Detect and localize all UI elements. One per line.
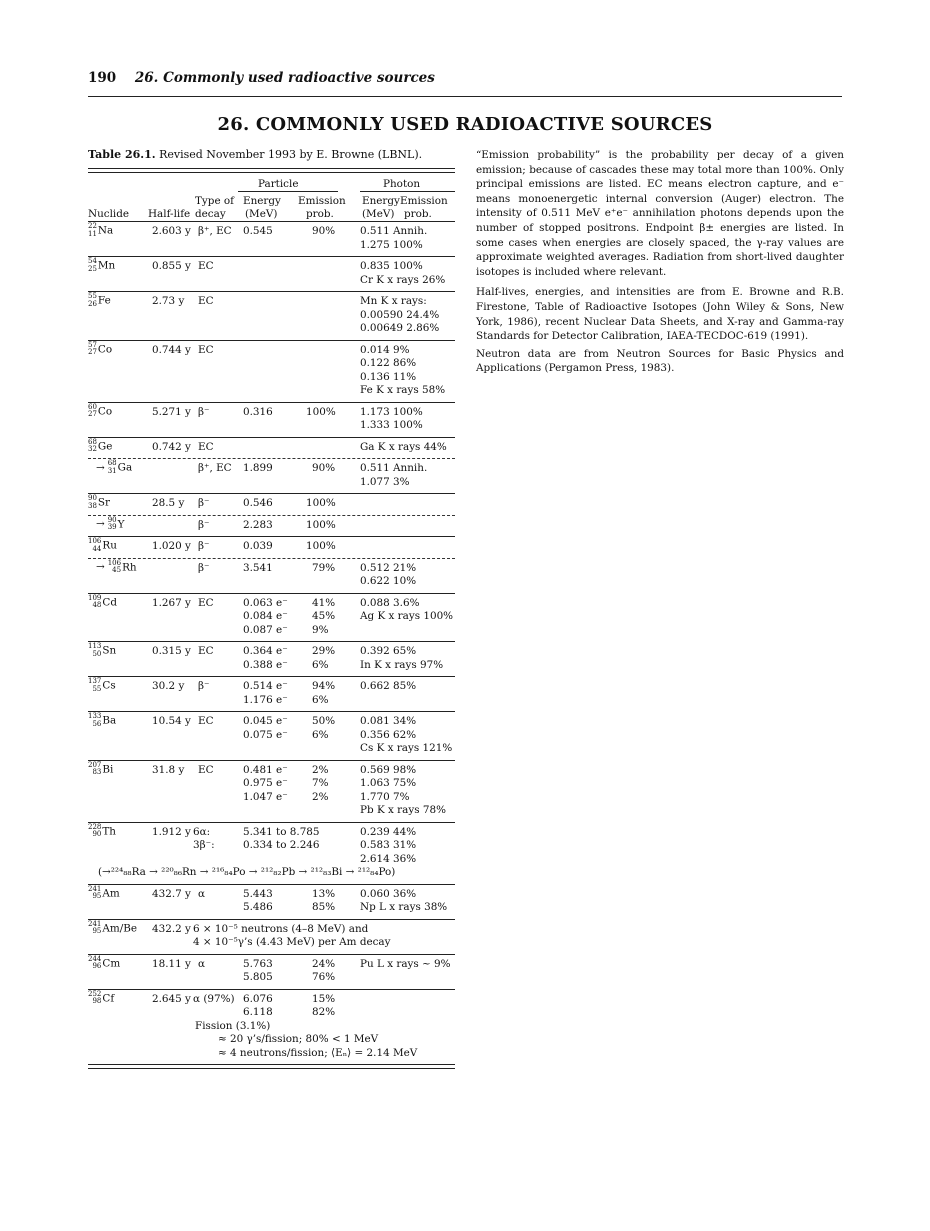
half-life: 0.742 y [152, 440, 191, 453]
photon-line: 0.00590 24.4% [360, 308, 440, 321]
particle-prob: 90% [312, 225, 336, 237]
particle-prob: 79% [312, 561, 336, 574]
table-rule [88, 919, 455, 920]
nuclide-symbol: 113 50 Sn [88, 642, 117, 658]
particle-prob: 82% [312, 1006, 336, 1018]
decay-type: EC [198, 260, 214, 272]
particle-energy: 0.087 e⁻ [243, 623, 288, 636]
particle-energy: 0.084 e⁻ [243, 610, 288, 622]
half-life: 0.315 y [152, 645, 191, 657]
decay-type: EC [198, 295, 214, 307]
photon-line: Pu L x rays ~ 9% [360, 957, 451, 970]
photon-line: Np L x rays 38% [360, 901, 448, 913]
col-header-emission: Emission [400, 195, 448, 207]
photon-line: 0.088 3.6% [360, 596, 420, 609]
half-life: 18.11 y [152, 957, 191, 970]
half-life: 1.912 y [152, 825, 191, 838]
particle-prob: 100% [306, 540, 336, 552]
nuclide-symbol: 106 44 Ru [88, 537, 117, 553]
table-rule [88, 256, 455, 257]
particle-energy: 0.063 e⁻ [243, 596, 288, 609]
table-rule [88, 641, 455, 642]
running-header [88, 70, 435, 86]
particle-energy: 2.283 [243, 518, 273, 531]
photon-line: Ga K x rays 44% [360, 440, 447, 453]
table-rule [88, 402, 455, 403]
half-life: 30.2 y [152, 680, 185, 692]
photon-line: 0.00649 2.86% [360, 322, 440, 334]
particle-prob: 94% [312, 680, 336, 692]
fission-note: ≈ 20 γ’s/fission; 80% < 1 MeV [218, 1033, 379, 1045]
decay-type: EC [198, 645, 214, 657]
nuclide-symbol: 22 11 Na [88, 222, 114, 238]
fission-note: ≈ 4 neutrons/fission; ⟨Eₙ⟩ = 2.14 MeV [218, 1046, 418, 1059]
photon-line: 0.583 31% [360, 839, 417, 851]
photon-line: 1.077 3% [360, 475, 410, 488]
table-rule [88, 515, 455, 516]
particle-prob: 6% [312, 658, 329, 671]
notes-column [476, 148, 844, 384]
photon-line: 0.356 62% [360, 728, 417, 741]
nuclide-symbol: 137 55 Cs [88, 677, 116, 693]
half-life: 1.020 y [152, 540, 191, 552]
particle-energy: 0.545 [243, 225, 273, 237]
decay-chain: (→²²⁴₈₈Ra → ²²⁰₈₆Rn → ²¹⁶₈₄Po → ²¹²₈₂Pb → ²¹²₈₃Bi → ²¹²₈₄Po) [98, 866, 396, 878]
nuclide-symbol: 207 83 Bi [88, 760, 114, 776]
decay-type: β⁺, EC [198, 462, 232, 474]
col-header-energy: Energy [243, 195, 281, 207]
nuclide-symbol: 57 27 Co [88, 340, 113, 356]
caption-label: Table 26.1. [88, 148, 156, 161]
particle-prob: 45% [312, 610, 336, 622]
neutron-note: 6 × 10⁻⁵ neutrons (4–8 MeV) and [193, 922, 369, 935]
note-paragraph: Neutron data are from Neutron Sources for Basic Physics and Applications (Pergamon Press, 1983). [476, 347, 844, 375]
photon-line: 0.511 Annih. [360, 225, 428, 237]
particle-prob: 7% [312, 777, 329, 789]
fission-note: Fission (3.1%) [195, 1019, 271, 1032]
particle-prob: 24% [312, 957, 336, 970]
photon-line: 0.136 11% [360, 370, 417, 383]
particle-prob: 90% [312, 462, 336, 474]
particle-energy: 0.075 e⁻ [243, 728, 288, 741]
note-paragraph: “Emission probability” is the probability per decay of a given emission; because of cascades these may total more than 100%. Only principal emissions are listed. EC means electron capture, and e⁻ means monoenergetic internal conversion (Auger) electron. The intensity of 0.511 MeV e⁺e⁻ annihilation photons depends upon the number of stopped positrons. Endpoint β± energies are listed. In some cases when energies are closely spaced, the γ-ray values are approximate weighted averages. Radiation from short-lived daughter isotopes is included where relevant. [476, 149, 844, 278]
table-rule [88, 676, 455, 677]
particle-prob: 29% [312, 645, 336, 657]
nuclide-symbol: 109 48 Cd [88, 593, 117, 609]
particle-energy: 0.514 e⁻ [243, 680, 288, 692]
table-rule [88, 760, 455, 761]
table-rule [88, 593, 455, 594]
photon-line: 1.063 75% [360, 777, 417, 789]
particle-energy: 6.118 [243, 1006, 273, 1018]
table-rule [88, 989, 455, 990]
col-header-halflife: Half-life [148, 208, 191, 220]
half-life: 0.744 y [152, 343, 191, 356]
decay-type: β⁺, EC [198, 225, 232, 237]
particle-energy: 0.546 [243, 497, 273, 509]
particle-energy: 0.334 to 2.246 [243, 839, 320, 851]
col-header-energy: (MeV) [362, 208, 395, 220]
half-life: 2.73 y [152, 295, 185, 307]
particle-energy: 5.805 [243, 971, 273, 983]
particle-prob: 13% [312, 887, 336, 900]
table-rule [88, 493, 455, 494]
nuclide-symbol: 55 26 Fe [88, 292, 111, 308]
photon-line: 0.569 98% [360, 763, 417, 776]
particle-energy: 1.176 e⁻ [243, 693, 288, 706]
photon-line: 2.614 36% [360, 852, 417, 865]
photon-line: 1.173 100% [360, 405, 423, 418]
table-rule [238, 191, 338, 192]
particle-energy: 0.364 e⁻ [243, 645, 288, 657]
decay-type: β⁻ [198, 680, 210, 692]
particle-energy: 0.316 [243, 405, 273, 418]
col-header-emission: Emission [298, 195, 346, 207]
particle-prob: 6% [312, 728, 329, 741]
particle-prob: 100% [306, 518, 336, 531]
col-header-type: decay [195, 208, 226, 220]
decay-type: 3β⁻: [193, 839, 215, 851]
particle-energy: 5.443 [243, 887, 273, 900]
nuclide-symbol: 228 90 Th [88, 822, 116, 838]
photon-line: 1.333 100% [360, 419, 423, 431]
particle-energy: 0.481 e⁻ [243, 763, 288, 776]
decay-type: EC [198, 715, 214, 727]
photon-line: 0.060 36% [360, 887, 417, 900]
photon-line: Cs K x rays 121% [360, 742, 453, 754]
photon-line: 0.662 85% [360, 680, 417, 692]
page-number: 190 [88, 70, 117, 86]
col-header-energy: (MeV) [245, 208, 278, 220]
note-paragraph: Half-lives, energies, and intensities are from E. Browne and R.B. Firestone, Table of Radioactive Isotopes (John Wiley & Sons, New York, 1986), recent Nuclear Data Sheets, and X-ray and Gamma-ray Standards for Detector Calibration, IAEA-TECDOC-619 (1991). [476, 286, 844, 343]
table-rule [88, 437, 455, 438]
photon-line: Cr K x rays 26% [360, 273, 446, 286]
decay-type: α (97%) [193, 992, 235, 1005]
particle-prob: 100% [306, 497, 336, 509]
table-rule [88, 711, 455, 712]
half-life: 1.267 y [152, 596, 191, 609]
particle-energy: 0.045 e⁻ [243, 715, 288, 727]
photon-line: 0.122 86% [360, 357, 417, 369]
particle-energy: 5.486 [243, 901, 273, 913]
nuclide-symbol: 60 27 Co [88, 402, 113, 418]
table-rule [88, 884, 455, 885]
half-life: 432.2 y [152, 922, 191, 935]
half-life: 2.603 y [152, 225, 191, 237]
particle-prob: 50% [312, 715, 336, 727]
half-life: 10.54 y [152, 715, 191, 727]
nuclide-symbol: → 90 39 Y [96, 515, 125, 531]
photon-line: Pb K x rays 78% [360, 804, 446, 816]
col-header-energy: Energy [362, 195, 400, 207]
nuclide-symbol: 241 95 Am [88, 884, 120, 900]
particle-energy: 0.039 [243, 540, 273, 552]
caption-text: Revised November 1993 by E. Browne (LBNL). [159, 148, 423, 161]
particle-prob: 2% [312, 790, 329, 803]
nuclide-symbol: → 68 31 Ga [96, 459, 133, 475]
decay-type: EC [198, 440, 214, 453]
half-life: 28.5 y [152, 497, 185, 509]
header-rule [88, 96, 842, 97]
table-rule [88, 168, 455, 173]
particle-prob: 2% [312, 763, 329, 776]
photon-line: In K x rays 97% [360, 658, 444, 671]
particle-prob: 85% [312, 901, 336, 913]
decay-type: EC [198, 343, 214, 356]
table-rule [88, 458, 455, 459]
particle-prob: 9% [312, 623, 329, 636]
half-life: 2.645 y [152, 992, 191, 1005]
particle-energy: 1.047 e⁻ [243, 790, 288, 803]
col-header-type: Type of [195, 195, 235, 207]
particle-energy: 6.076 [243, 992, 273, 1005]
photon-line: 0.511 Annih. [360, 462, 428, 474]
photon-line: 0.239 44% [360, 825, 417, 838]
photon-line: 0.014 9% [360, 343, 410, 356]
photon-line: 0.081 34% [360, 715, 417, 727]
nuclide-symbol: 252 98 Cf [88, 989, 115, 1005]
table-rule [88, 822, 455, 823]
nuclide-symbol: 241 95 Am/Be [88, 919, 138, 935]
decay-type: β⁻ [198, 518, 210, 531]
decay-type: EC [198, 596, 214, 609]
col-header-emission: prob. [404, 208, 432, 220]
neutron-note: 4 × 10⁻⁵γ’s (4.43 MeV) per Am decay [193, 936, 391, 948]
nuclide-symbol: 54 25 Mn [88, 257, 116, 273]
photon-line: 0.512 21% [360, 561, 417, 574]
table-rule [88, 340, 455, 341]
table-rule [88, 221, 455, 222]
decay-type: β⁻ [198, 540, 210, 552]
particle-prob: 100% [306, 405, 336, 418]
photon-line: 0.835 100% [360, 260, 423, 272]
particle-energy: 0.975 e⁻ [243, 777, 288, 789]
half-life: 0.855 y [152, 260, 191, 272]
page-title: 26. COMMONLY USED RADIOACTIVE SOURCES [217, 114, 713, 135]
decay-type: β⁻ [198, 497, 210, 509]
photon-line: Mn K x rays: [360, 295, 427, 307]
nuclide-symbol: → 106 45 Rh [96, 558, 137, 574]
nuclide-symbol: 244 96 Cm [88, 954, 121, 970]
photon-group-header: Photon [383, 178, 421, 190]
section-title: 26. Commonly used radioactive sources [134, 70, 435, 86]
table-rule [88, 558, 455, 559]
particle-energy: 3.541 [243, 561, 273, 574]
decay-type: EC [198, 763, 214, 776]
particle-energy: 5.763 [243, 957, 273, 970]
particle-energy: 5.341 to 8.785 [243, 825, 320, 838]
col-header-emission: prob. [306, 208, 334, 220]
particle-prob: 6% [312, 693, 329, 706]
nuclide-symbol: 90 38 Sr [88, 494, 111, 510]
table-rule [88, 954, 455, 955]
particle-prob: 41% [312, 596, 336, 609]
photon-line: 0.392 65% [360, 645, 417, 657]
nuclide-symbol: 133 56 Ba [88, 712, 117, 728]
table-rule [360, 191, 455, 192]
decay-type: α [198, 957, 206, 970]
particle-prob: 76% [312, 971, 336, 983]
decay-type: α [198, 887, 206, 900]
photon-line: 0.622 10% [360, 575, 417, 587]
half-life: 432.7 y [152, 887, 191, 900]
table-rule [88, 291, 455, 292]
table-rule [88, 536, 455, 537]
table-rule [88, 1064, 455, 1069]
particle-prob: 15% [312, 992, 336, 1005]
decay-type: β⁻ [198, 405, 210, 418]
col-header-nuclide: Nuclide [88, 208, 130, 220]
half-life: 5.271 y [152, 405, 191, 418]
photon-line: Fe K x rays 58% [360, 384, 446, 396]
photon-line: Ag K x rays 100% [360, 610, 454, 622]
table-caption [88, 148, 422, 161]
photon-line: 1.275 100% [360, 238, 423, 251]
nuclide-symbol: 68 32 Ge [88, 437, 113, 453]
particle-energy: 1.899 [243, 462, 273, 474]
decay-type: β⁻ [198, 561, 210, 574]
particle-group-header: Particle [258, 178, 299, 190]
particle-energy: 0.388 e⁻ [243, 658, 288, 671]
half-life: 31.8 y [152, 763, 185, 776]
decay-type: 6α: [193, 825, 211, 838]
photon-line: 1.770 7% [360, 790, 410, 803]
